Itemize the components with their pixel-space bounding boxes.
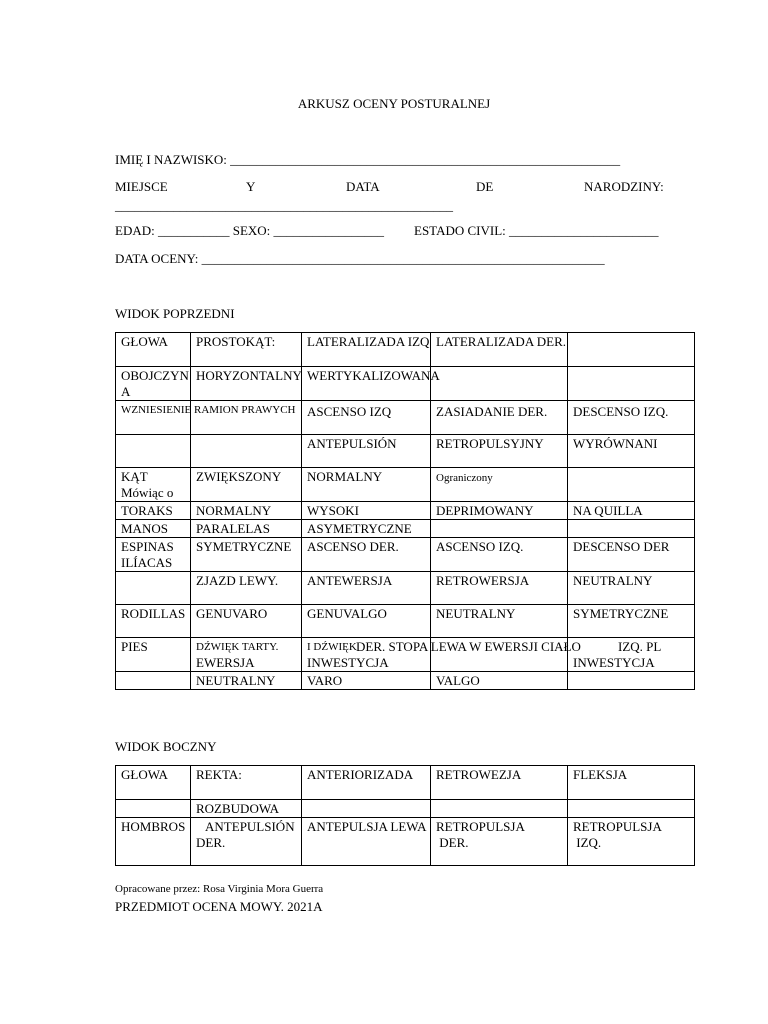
foot-position-text: DER. STOPA LEWA W EWERSJI CIAŁO <box>356 639 581 654</box>
cell-text: INWESTYCJA <box>573 655 655 670</box>
table-cell <box>302 401 431 435</box>
cell-line: ILÍACAS <box>121 555 173 570</box>
civil-label: ESTADO CIVIL: <box>414 223 506 238</box>
cell-line: IZQ. <box>573 835 602 850</box>
page-title: ARKUSZ OCENY POSTURALNEJ <box>297 96 491 111</box>
table-cell <box>191 818 302 866</box>
cell-line: Mówiąc o <box>121 485 174 500</box>
table-cell: ANTEWERSJA <box>302 572 431 605</box>
table-cell: ASYMETRYCZNE <box>302 520 431 538</box>
table-cell: ANTEPULSIÓN <box>302 435 431 468</box>
table-cell <box>431 367 568 401</box>
table-cell <box>116 572 191 605</box>
table-cell <box>568 367 695 401</box>
table-cell: NEUTRALNY <box>191 672 302 690</box>
name-line: ____________________________________________________________ <box>230 152 621 167</box>
table-cell <box>568 818 695 866</box>
cell-line: A <box>121 384 131 399</box>
sex-line: _________________ <box>273 223 385 238</box>
cell-text: ZASIADANIE DER. <box>436 404 548 419</box>
cell-line: KĄT <box>121 469 148 484</box>
table-cell: HORYZONTALNY <box>191 367 302 401</box>
birth-label-w3: DATA <box>346 179 380 194</box>
table-cell <box>568 638 695 672</box>
cell-line: DER. <box>196 835 226 850</box>
cell-text: I DŹWIĘK <box>307 641 357 653</box>
table-cell <box>568 468 695 502</box>
table-cell: PROSTOKĄT: <box>191 333 302 367</box>
sex-label: SEXO: <box>232 223 271 238</box>
table-cell <box>302 800 431 818</box>
prepared-by-note: Opracowane przez: Rosa Virginia Mora Guerra <box>115 883 324 895</box>
table-cell <box>568 800 695 818</box>
table-row <box>116 435 695 468</box>
table-cell <box>116 435 191 468</box>
table-cell: WYRÓWNANI <box>568 435 695 468</box>
table-cell <box>568 520 695 538</box>
table-cell: GENUVALGO <box>302 605 431 638</box>
table-cell: NORMALNY <box>302 468 431 502</box>
cell-text: IZQ. PL <box>618 639 662 654</box>
table-cell <box>191 401 302 435</box>
cell-line: DER. <box>436 835 469 850</box>
table-cell: VARO <box>302 672 431 690</box>
side-view-table <box>115 765 695 866</box>
table-cell: ZWIĘKSZONY <box>191 468 302 502</box>
table-cell: WERTYKALIZOWANA <box>302 367 431 401</box>
cell-line: ESPINAS <box>121 539 174 554</box>
table-row <box>116 766 695 800</box>
table-cell: GŁOWA <box>116 333 191 367</box>
table-cell: REKTA: <box>191 766 302 800</box>
age-label: EDAD: <box>115 223 155 238</box>
table-cell: LATERALIZADA IZQ <box>302 333 431 367</box>
cell-text: Ograniczony <box>436 472 493 484</box>
table-cell <box>568 333 695 367</box>
table-cell <box>116 800 191 818</box>
cell-text: DŹWIĘK TARTY. <box>196 641 279 653</box>
cell-line: RETROPULSJA <box>573 819 662 834</box>
table-cell <box>431 818 568 866</box>
section-heading-front-view: WIDOK POPRZEDNI <box>115 306 235 321</box>
birth-label-w2: Y <box>246 179 256 194</box>
table-cell: NA QUILLA <box>568 502 695 520</box>
table-cell: FLEKSJA <box>568 766 695 800</box>
birth-line: ____________________________________________________ <box>115 198 453 213</box>
age-line: ___________ <box>157 223 230 238</box>
cell-line: ANTEPULSIÓN <box>196 819 295 834</box>
table-cell: RETROWERSJA <box>431 572 568 605</box>
cell-line: RETROPULSJA <box>436 819 525 834</box>
table-cell <box>191 435 302 468</box>
cell-text: INWESTYCJA <box>307 655 389 670</box>
table-cell: WYSOKI <box>302 502 431 520</box>
table-cell: ANTEPULSJA LEWA <box>302 818 431 866</box>
table-cell: ANTERIORIZADA <box>302 766 431 800</box>
table-cell <box>568 672 695 690</box>
table-row <box>116 520 695 538</box>
table-cell: GENUVARO <box>191 605 302 638</box>
table-cell: NEUTRALNY <box>568 572 695 605</box>
table-cell: DESCENSO DER <box>568 538 695 572</box>
table-cell: RETROPULSYJNY <box>431 435 568 468</box>
table-cell: SYMETRYCZNE <box>191 538 302 572</box>
name-field <box>115 152 620 167</box>
table-cell: RETROWEZJA <box>431 766 568 800</box>
table-row <box>116 502 695 520</box>
table-cell: SYMETRYCZNE <box>568 605 695 638</box>
table-cell: NEUTRALNY <box>431 605 568 638</box>
table-cell: NORMALNY <box>191 502 302 520</box>
name-label: IMIĘ I NAZWISKO: <box>115 152 227 167</box>
table-cell: DEPRIMOWANY <box>431 502 568 520</box>
shoulder-elevation-label: WZNIESIENIE RAMION PRAWYCH <box>121 404 296 416</box>
table-cell: RODILLAS <box>116 605 191 638</box>
front-view-table <box>115 332 695 690</box>
age-sex-civil-row <box>115 223 384 238</box>
table-cell: ASCENSO IZQ. <box>431 538 568 572</box>
table-row <box>116 468 695 502</box>
birth-label-w4: DE <box>476 179 494 194</box>
table-cell: HOMBROS <box>116 818 191 866</box>
table-cell <box>431 520 568 538</box>
table-row <box>116 800 695 818</box>
table-row <box>116 818 695 866</box>
table-cell <box>116 401 296 435</box>
table-row <box>116 367 695 401</box>
section-heading-side-view: WIDOK BOCZNY <box>115 739 217 754</box>
birth-label-w1: MIEJSCE <box>115 179 168 194</box>
table-cell <box>431 800 568 818</box>
table-cell <box>191 638 302 672</box>
table-cell: LATERALIZADA DER. <box>431 333 568 367</box>
table-cell <box>356 638 581 672</box>
table-cell <box>116 468 191 502</box>
table-row <box>116 401 695 435</box>
table-cell: ROZBUDOWA <box>191 800 302 818</box>
table-cell <box>116 672 191 690</box>
table-row <box>116 333 695 367</box>
cell-text: ASCENSO IZQ <box>307 404 392 419</box>
table-cell: TORAKS <box>116 502 191 520</box>
date-label: DATA OCENY: <box>115 251 199 266</box>
table-row <box>116 672 695 690</box>
cell-text: EWERSJA <box>196 655 255 670</box>
table-cell: VALGO <box>431 672 568 690</box>
table-cell: PIES <box>116 638 191 672</box>
table-cell: ASCENSO DER. <box>302 538 431 572</box>
civil-status-field <box>414 223 659 238</box>
subject-note: PRZEDMIOT OCENA MOWY. 2021A <box>115 899 323 914</box>
table-cell: ZJAZD LEWY. <box>191 572 302 605</box>
cell-text: DESCENSO IZQ. <box>573 404 669 419</box>
birth-label-w5: NARODZINY: <box>584 179 664 194</box>
table-cell <box>568 401 695 435</box>
table-row <box>116 538 695 572</box>
table-row <box>116 572 695 605</box>
table-cell: GŁOWA <box>116 766 191 800</box>
date-line: ______________________________________________________________ <box>201 251 605 266</box>
table-cell <box>116 367 191 401</box>
table-row <box>116 605 695 638</box>
table-cell <box>431 401 568 435</box>
table-cell: MANOS <box>116 520 191 538</box>
assessment-date-field <box>115 251 605 266</box>
table-row <box>116 638 695 672</box>
cell-line: OBOJCZYN <box>121 368 189 383</box>
civil-line: _______________________ <box>509 223 659 238</box>
table-cell <box>116 538 191 572</box>
table-cell <box>431 468 568 502</box>
table-cell: PARALELAS <box>191 520 302 538</box>
